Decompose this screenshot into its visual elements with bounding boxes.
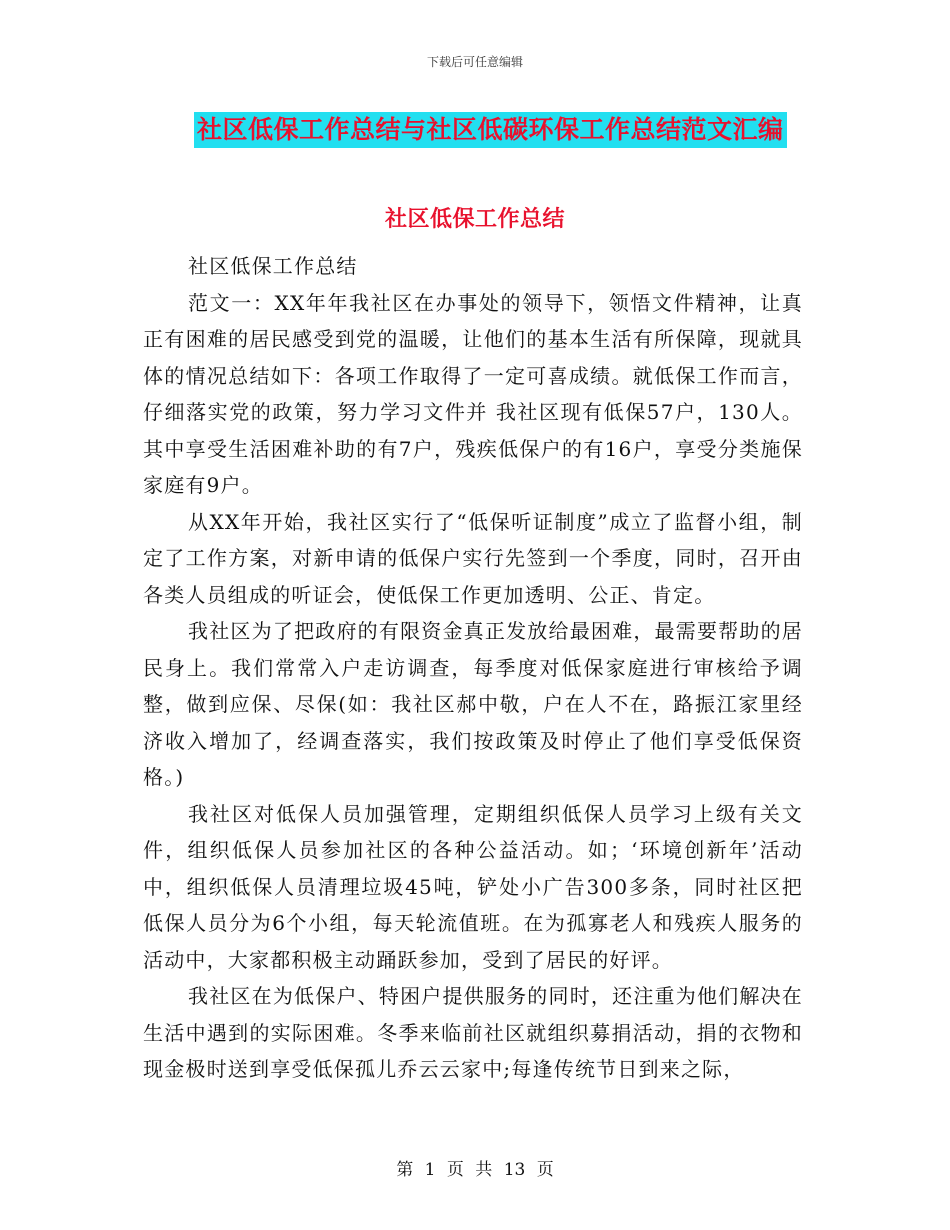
document-body	[143, 248, 803, 1088]
document-title: 社区低保工作总结与社区低碳环保工作总结范文汇编	[194, 112, 787, 148]
page-header-note: 下载后可任意编辑	[426, 55, 523, 69]
paragraph: 我社区在为低保户、特困户提供服务的同时，还注重为他们解决在生活中遇到的实际困难。冬季来临前社区就组织募捐活动，捐的衣物和现金极时送到享受低保孤儿乔云云家中;每逢传统节日到来之际，	[143, 984, 803, 1081]
paragraph: 社区低保工作总结	[188, 254, 358, 278]
paragraph: 我社区为了把政府的有限资金真正发放给最困难，最需要帮助的居民身上。我们常常入户走访调查，每季度对低保家庭进行审核给予调整，做到应保、尽保(如：我社区郝中敬，户在人不在，路振江家里经济收入增加了，经调查落实，我们按政策及时停止了他们享受低保资格。)	[143, 619, 803, 789]
document-title-container	[194, 112, 787, 148]
page-number-footer: 第 1 页 共 13 页	[396, 1160, 554, 1180]
section-title: 社区低保工作总结	[384, 207, 565, 232]
paragraph: 从XX年开始，我社区实行了“低保听证制度”成立了监督小组，制定了工作方案，对新申请的低保户实行先签到一个季度，同时，召开由各类人员组成的听证会，使低保工作更加透明、公正、肯定。	[143, 509, 803, 607]
paragraph: 范文一：XX年年我社区在办事处的领导下，领悟文件精神，让真正有困难的居民感受到党的温暖，让他们的基本生活有所保障，现就具体的情况总结如下：各项工作取得了一定可喜成绩。就低保工作而言，仔细落实党的政策，努力学习文件并 我社区现有低保57户，130人。其中享受生活困难补助的有7户，残疾低保户的有16户，享受分类施保家庭有9户。	[143, 290, 803, 497]
paragraph: 我社区对低保人员加强管理，定期组织低保人员学习上级有关文件，组织低保人员参加社区的各种公益活动。如；‘环境创新年’活动中，组织低保人员清理垃圾45吨，铲处小广告300多条，同时社区把低保人员分为6个小组，每天轮流值班。在为孤寡老人和残疾人服务的活动中，大家都积极主动踊跃参加，受到了居民的好评。	[143, 801, 803, 972]
